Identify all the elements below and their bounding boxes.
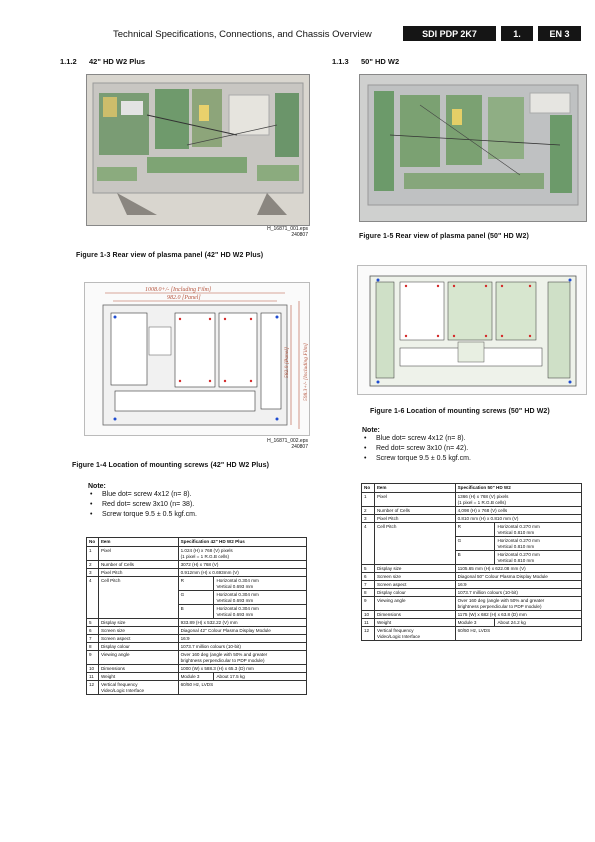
cell-no: 3 bbox=[362, 515, 375, 523]
note-item: • Red dot= screw 3x10 (n= 42). bbox=[362, 444, 582, 454]
page-header-title: Technical Specifications, Connections, and Chassis Overview bbox=[113, 29, 372, 40]
cell-no: 5 bbox=[362, 565, 375, 573]
note-list bbox=[88, 490, 308, 520]
cell-no: 9 bbox=[87, 651, 99, 665]
section-title: 42" HD W2 Plus bbox=[89, 57, 146, 66]
cell-item: Viewing angle bbox=[98, 651, 178, 665]
mounting-drawing-50 bbox=[357, 265, 587, 395]
figure-file-ref bbox=[230, 226, 308, 238]
table-row bbox=[362, 515, 582, 523]
figure-1-6-caption: Figure 1-6 Location of mounting screws (50" HD W2) bbox=[370, 408, 550, 415]
cell-item: Dimensions bbox=[374, 611, 455, 619]
table-row bbox=[362, 597, 582, 611]
cell-no: 10 bbox=[362, 611, 375, 619]
col-header-spec: Specification 42" HD W2 Plus bbox=[178, 538, 306, 547]
note-list bbox=[362, 434, 582, 464]
note-item: • Blue dot= screw 4x12 (n= 8). bbox=[362, 434, 582, 444]
note-item: • Red dot= screw 3x10 (n= 38). bbox=[88, 500, 308, 510]
cell-item: Weight bbox=[374, 619, 455, 627]
col-header-no: No bbox=[87, 538, 99, 547]
cell-no: 2 bbox=[362, 507, 375, 515]
dim-width-film: 1008.0+/- [Including Film] bbox=[145, 287, 212, 293]
note-item: • Screw torque 9.5 ± 0.5 kgf.cm. bbox=[88, 510, 308, 520]
cell-colour: G bbox=[178, 591, 214, 605]
cell-no: 11 bbox=[87, 673, 99, 681]
table-row bbox=[87, 651, 307, 665]
cell-spec: 60/50 Hz, LVDS bbox=[178, 681, 306, 695]
table-row bbox=[362, 573, 582, 581]
cell-item: Screen aspect bbox=[98, 635, 178, 643]
cell-spec: 16:9 bbox=[178, 635, 306, 643]
table-row bbox=[87, 561, 307, 569]
cell-spec: Horizontal 0.270 mm Vertical 0.810 mm bbox=[495, 551, 582, 565]
cell-spec: 1105.65 mm (H) x 622.08 mm (V) bbox=[455, 565, 581, 573]
cell-spec: Horizontal 0.270 mm Vertical 0.810 mm bbox=[495, 537, 582, 551]
table-row bbox=[87, 665, 307, 673]
note-title: Note: bbox=[362, 427, 380, 434]
page-number-badge: EN 3 bbox=[538, 26, 581, 41]
mounting-drawing-42-svg bbox=[85, 283, 309, 435]
cell-item: Vertical frequency Video/Logic Interface bbox=[98, 681, 178, 695]
table-row bbox=[87, 547, 307, 561]
figure-1-5-caption: Figure 1-5 Rear view of plasma panel (50" HD W2) bbox=[359, 233, 529, 240]
cell-item: Display colour bbox=[374, 589, 455, 597]
spec-table-42 bbox=[86, 537, 307, 695]
cell-no: 4 bbox=[87, 577, 99, 619]
cell-item: Display size bbox=[98, 619, 178, 627]
cell-colour: G bbox=[455, 537, 495, 551]
cell-colour: B bbox=[178, 605, 214, 619]
cell-spec: Over 160 deg (angle with 50% and greater brightness perpendicular to PDP module) bbox=[455, 597, 581, 611]
cell-spec: Horizontal 0.304 mm Vertical 0.693 mm bbox=[214, 605, 307, 619]
cell-no: 8 bbox=[362, 589, 375, 597]
table-row bbox=[362, 627, 582, 641]
cell-spec: 16:9 bbox=[455, 581, 581, 589]
file-name: H_16871_001.eps bbox=[267, 226, 308, 232]
rear-view-photo-42 bbox=[86, 74, 310, 226]
cell-item: Cell Pitch bbox=[374, 523, 455, 565]
cell-no: 12 bbox=[87, 681, 99, 695]
section-number: 1.1.2 bbox=[60, 57, 77, 66]
spec-table-50 bbox=[361, 483, 582, 641]
table-row bbox=[362, 507, 582, 515]
cell-item: Screen size bbox=[374, 573, 455, 581]
cell-no: 6 bbox=[87, 627, 99, 635]
cell-spec: 0.912mm (H) x 0.693mm (V) bbox=[178, 569, 306, 577]
cell-spec: Horizontal 0.304 mm Vertical 0.693 mm bbox=[214, 591, 307, 605]
cell-spec: 4,098 (H) x 768 (V) cells bbox=[455, 507, 581, 515]
note-title: Note: bbox=[88, 483, 106, 490]
cell-no: 11 bbox=[362, 619, 375, 627]
section-heading-50 bbox=[332, 57, 399, 66]
cell-no: 7 bbox=[362, 581, 375, 589]
file-date: 240807 bbox=[291, 444, 308, 450]
cell-spec: 1073.7 million colours (10-bit) bbox=[455, 589, 581, 597]
cell-no: 5 bbox=[87, 619, 99, 627]
mounting-drawing-42 bbox=[84, 282, 310, 436]
cell-item: Number of Cells bbox=[374, 507, 455, 515]
cell-item: Number of Cells bbox=[98, 561, 178, 569]
model-badge: SDI PDP 2K7 bbox=[403, 26, 496, 41]
table-row bbox=[362, 493, 582, 507]
cell-no: 4 bbox=[362, 523, 375, 565]
cell-no: 9 bbox=[362, 597, 375, 611]
cell-spec: 3072 (H) x 768 (V) bbox=[178, 561, 306, 569]
cell-item: Display colour bbox=[98, 643, 178, 651]
col-header-spec: Specification 50" HD W2 bbox=[455, 484, 581, 493]
table-row bbox=[87, 577, 307, 591]
table-row bbox=[87, 643, 307, 651]
cell-no: 12 bbox=[362, 627, 375, 641]
cell-item: Pixel Pitch bbox=[374, 515, 455, 523]
cell-colour: B bbox=[455, 551, 495, 565]
rear-view-photo-50-illustration bbox=[360, 75, 586, 221]
file-name: H_16871_002.eps bbox=[267, 438, 308, 444]
dim-width-panel: 982.0 [Panel] bbox=[167, 295, 201, 301]
cell-no: 3 bbox=[87, 569, 99, 577]
cell-spec: Over 160 deg (angle with 50% and greater brightness perpendicular to PDP module) bbox=[178, 651, 306, 665]
cell-item: Pixel Pitch bbox=[98, 569, 178, 577]
table-row bbox=[87, 627, 307, 635]
cell-spec: 1366 (H) x 768 (V) pixels (1 pixel = 1 R.G.B cells) bbox=[455, 493, 581, 507]
cell-item: Vertical frequency Video/Logic Interface bbox=[374, 627, 455, 641]
table-row bbox=[362, 565, 582, 573]
cell-colour: R bbox=[178, 577, 214, 591]
table-header-row bbox=[362, 484, 582, 493]
table-row bbox=[87, 569, 307, 577]
rear-view-photo-50 bbox=[359, 74, 587, 222]
cell-item: Screen aspect bbox=[374, 581, 455, 589]
table-row bbox=[87, 681, 307, 695]
dim-height-film: 598.3+/- [Including Film] bbox=[303, 343, 309, 401]
table-row bbox=[362, 523, 582, 537]
cell-no: 1 bbox=[87, 547, 99, 561]
cell-spec: 1073.7 million colours (10-bit) bbox=[178, 643, 306, 651]
dim-height-panel: 582.0 [Panel] bbox=[284, 347, 290, 378]
cell-no: 2 bbox=[87, 561, 99, 569]
figure-1-4-caption: Figure 1-4 Location of mounting screws (42" HD W2 Plus) bbox=[72, 462, 270, 469]
table-row bbox=[362, 619, 582, 627]
cell-spec: Module 3 bbox=[178, 673, 214, 681]
cell-no: 6 bbox=[362, 573, 375, 581]
figure-file-ref bbox=[230, 438, 308, 450]
cell-item: Display size bbox=[374, 565, 455, 573]
cell-item: Dimensions bbox=[98, 665, 178, 673]
cell-spec: 60/50 Hz, LVDS bbox=[455, 627, 581, 641]
cell-no: 1 bbox=[362, 493, 375, 507]
note-42 bbox=[88, 483, 308, 520]
section-heading-42 bbox=[60, 57, 145, 66]
cell-item: Pixel bbox=[98, 547, 178, 561]
section-badge: 1. bbox=[501, 26, 533, 41]
cell-item: Cell Pitch bbox=[98, 577, 178, 619]
col-header-item: Item bbox=[98, 538, 178, 547]
note-item: • Blue dot= screw 4x12 (n= 8). bbox=[88, 490, 308, 500]
cell-spec: 933.89 (H) x 532.22 (V) mm bbox=[178, 619, 306, 627]
cell-spec: About 24.2 kg bbox=[495, 619, 582, 627]
section-title: 50" HD W2 bbox=[361, 57, 400, 66]
cell-spec: 1000 (W) x 588.3 (H) x 65.3 (D) mm bbox=[178, 665, 306, 673]
rear-view-photo-42-illustration bbox=[87, 75, 309, 225]
cell-no: 10 bbox=[87, 665, 99, 673]
cell-item: Screen size bbox=[98, 627, 178, 635]
cell-colour: R bbox=[455, 523, 495, 537]
cell-spec: Diagonal 42" Colour Plasma Display Module bbox=[178, 627, 306, 635]
cell-spec: Horizontal 0.304 mm Vertical 0.693 mm bbox=[214, 577, 307, 591]
table-row bbox=[87, 619, 307, 627]
cell-spec: Module 3 bbox=[455, 619, 495, 627]
table-row bbox=[362, 581, 582, 589]
cell-spec: Diagonal 50" Colour Plasma Display Module bbox=[455, 573, 581, 581]
note-50 bbox=[362, 427, 582, 464]
cell-no: 8 bbox=[87, 643, 99, 651]
cell-spec: About 17.5 kg bbox=[214, 673, 307, 681]
table-row bbox=[362, 611, 582, 619]
cell-spec: 1.024 (H) x 768 (V) pixels (1 pixel = 1 R.G.B cells) bbox=[178, 547, 306, 561]
cell-spec: 0.810 mm (H) x 0.810 mm (V) bbox=[455, 515, 581, 523]
table-row bbox=[362, 589, 582, 597]
figure-1-3-caption: Figure 1-3 Rear view of plasma panel (42" HD W2 Plus) bbox=[76, 252, 264, 259]
section-number: 1.1.3 bbox=[332, 57, 349, 66]
cell-item: Weight bbox=[98, 673, 178, 681]
col-header-no: No bbox=[362, 484, 375, 493]
mounting-drawing-50-svg bbox=[358, 266, 586, 394]
cell-item: Pixel bbox=[374, 493, 455, 507]
note-item: • Screw torque 9.5 ± 0.5 kgf.cm. bbox=[362, 454, 582, 464]
table-header-row bbox=[87, 538, 307, 547]
cell-spec: Horizontal 0.270 mm Vertical 0.810 mm bbox=[495, 523, 582, 537]
table-row bbox=[87, 635, 307, 643]
col-header-item: Item bbox=[374, 484, 455, 493]
table-row bbox=[87, 673, 307, 681]
cell-no: 7 bbox=[87, 635, 99, 643]
cell-spec: 1175 (W) x 682 (H) x 63.8 (D) mm bbox=[455, 611, 581, 619]
cell-item: Viewing angle bbox=[374, 597, 455, 611]
file-date: 240807 bbox=[291, 232, 308, 238]
